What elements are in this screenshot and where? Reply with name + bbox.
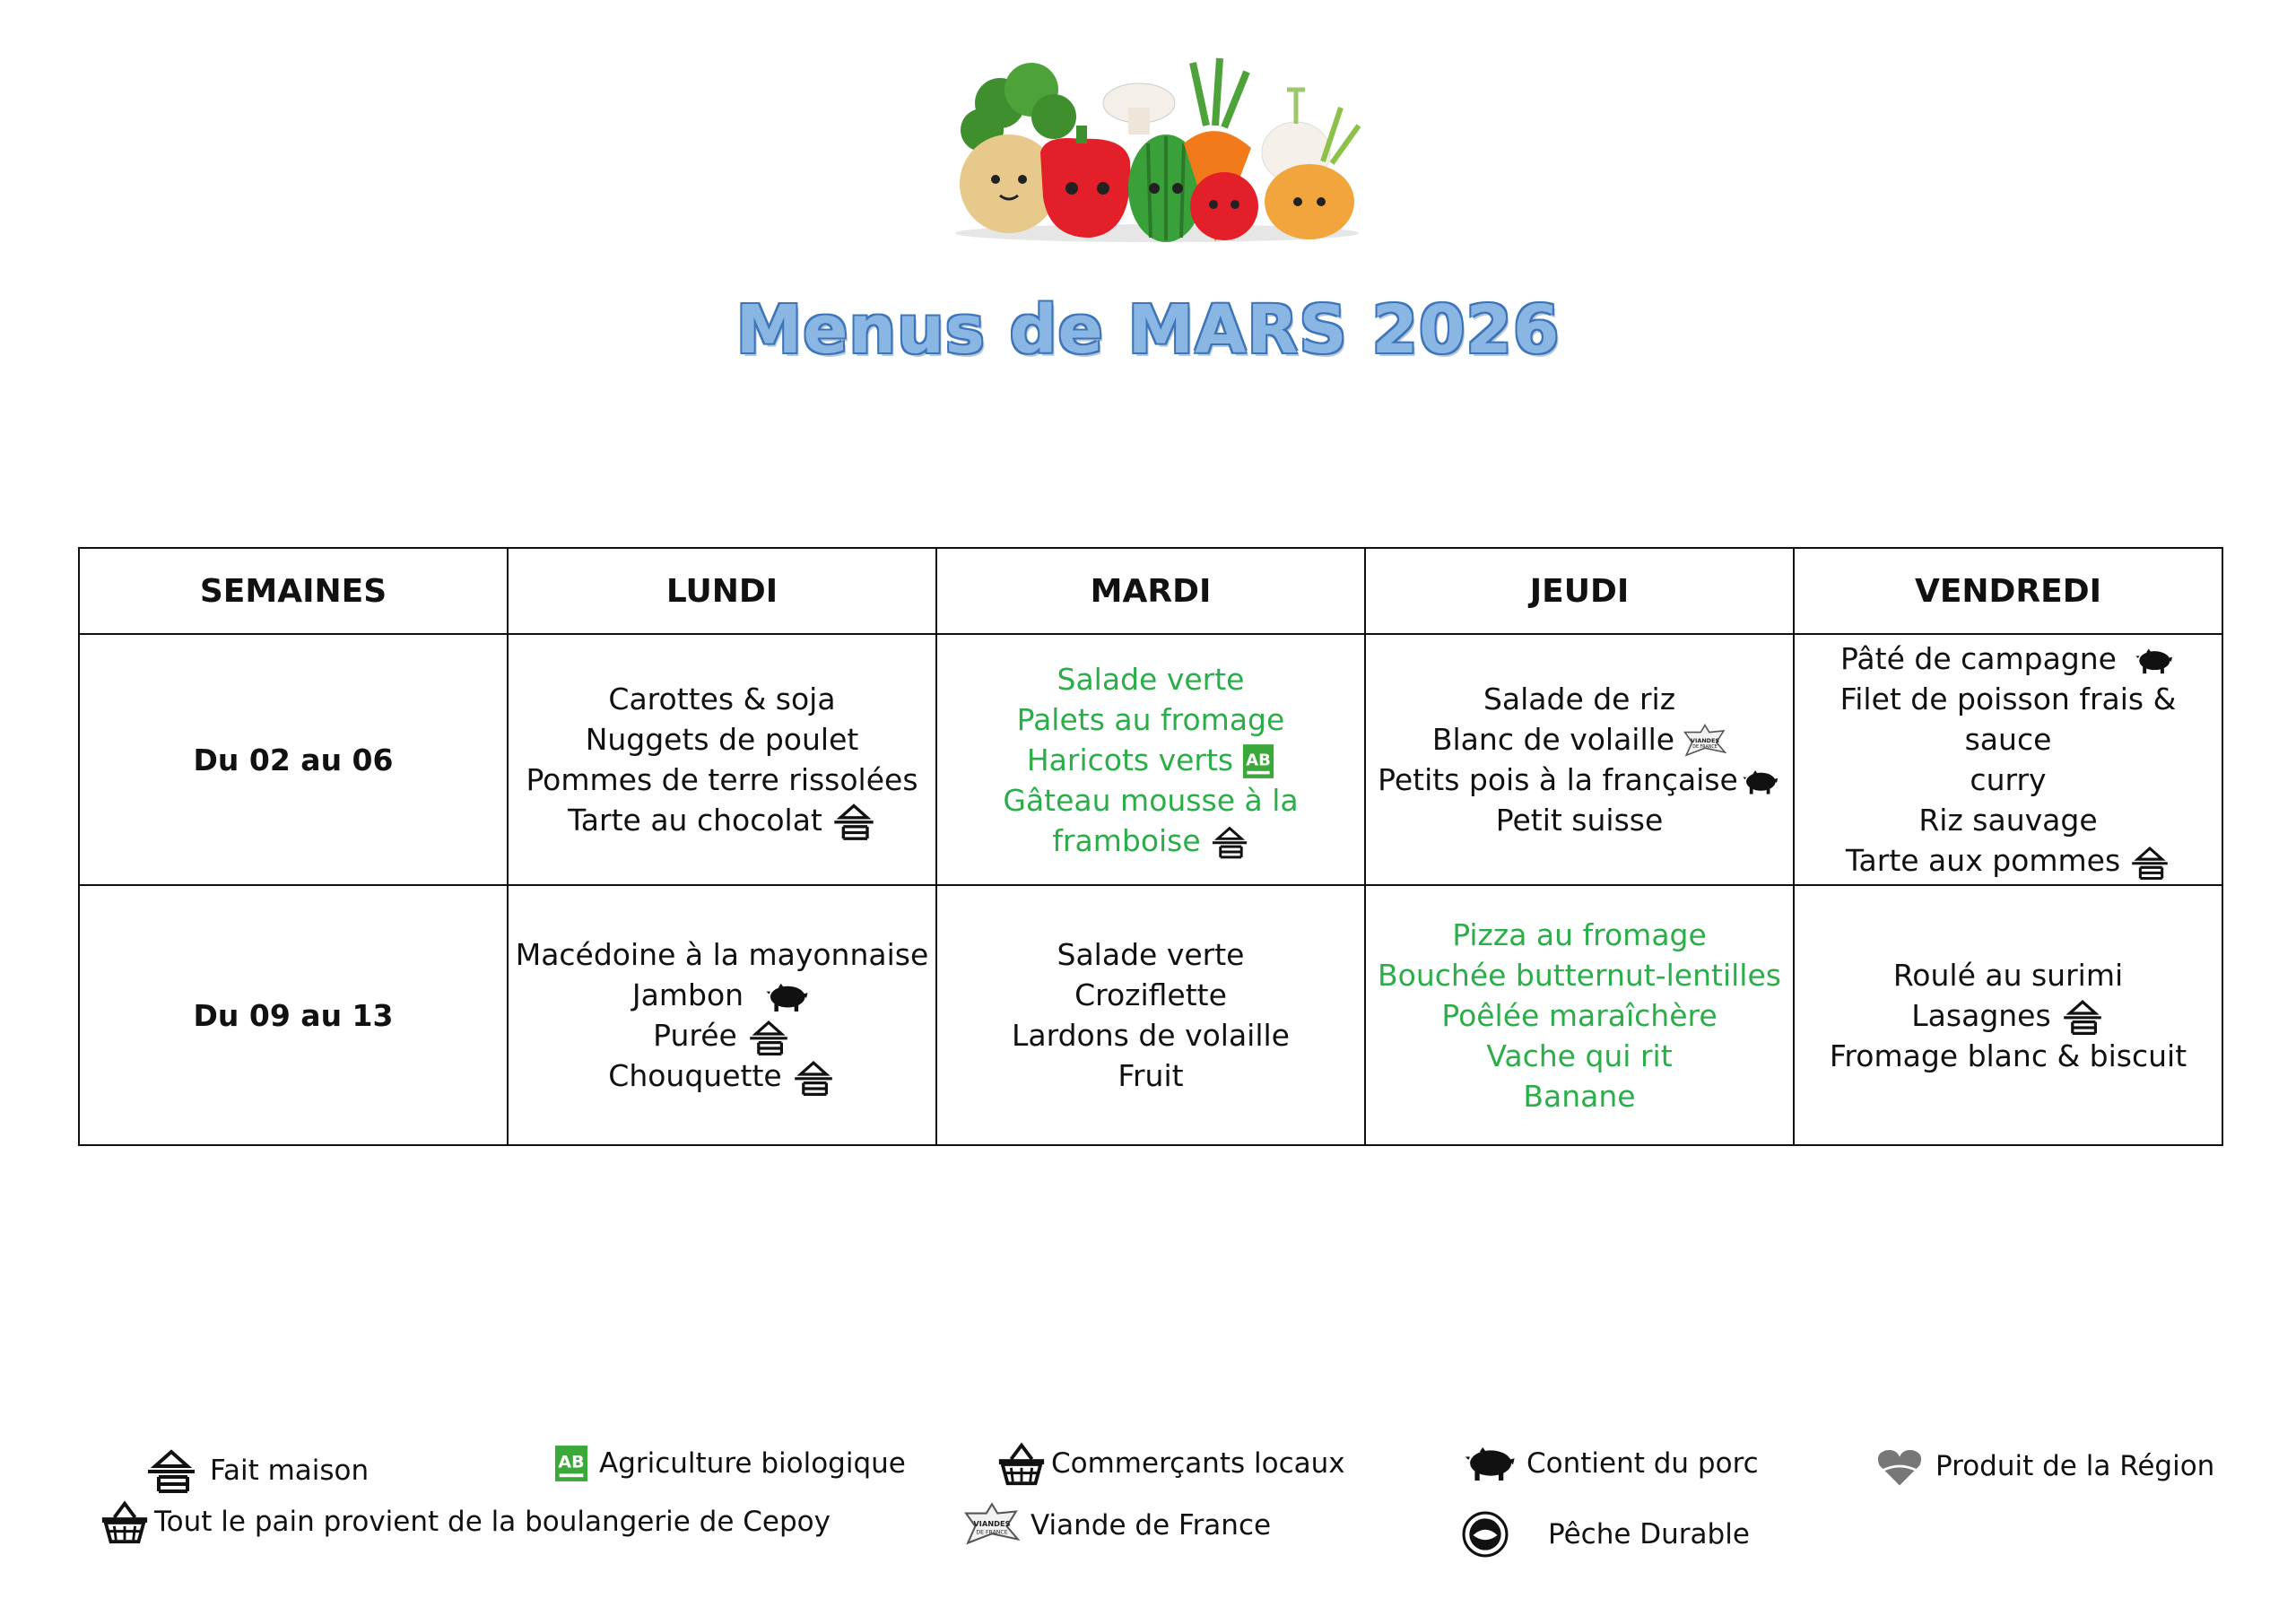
dish: Riz sauvage	[1918, 803, 2098, 838]
legend-commercants: Commerçants locaux	[996, 1439, 1345, 1488]
dish: Salade verte	[1057, 661, 1245, 697]
bio-icon	[554, 1444, 588, 1483]
fait-maison-icon	[1210, 825, 1249, 859]
cell-jeudi-week2	[1365, 885, 1794, 1145]
dish: Pommes de terre rissolées	[526, 761, 918, 797]
dish: Blanc de volaille	[1431, 722, 1675, 757]
legend-pain: Tout le pain provient de la boulangerie de Cepoy	[99, 1498, 831, 1546]
dish: Fromage blanc & biscuit	[1829, 1038, 2187, 1073]
fait-maison-icon	[746, 1020, 791, 1055]
legend-porc: Contient du porc	[1464, 1444, 1759, 1483]
dish: Haricots verts	[1026, 742, 1234, 777]
header-mardi: MARDI	[936, 548, 1365, 634]
cell-lundi-week2	[508, 885, 936, 1145]
fait-maison-icon	[2060, 999, 2105, 1035]
legend-bio: Agriculture biologique	[554, 1444, 906, 1483]
legend-peche: Pêche Durable	[1462, 1511, 1750, 1558]
dish: Salade verte	[1057, 937, 1245, 972]
table-row	[79, 634, 2222, 885]
dish: Banane	[1523, 1078, 1636, 1114]
dish: Croziflette	[1074, 977, 1227, 1012]
dish: Tarte aux pommes	[1845, 843, 2121, 878]
fait-maison-icon	[144, 1448, 199, 1493]
header-jeudi: JEUDI	[1365, 548, 1794, 634]
legend-fait-maison: Fait maison	[144, 1448, 369, 1493]
fait-maison-icon	[831, 803, 876, 840]
dish: curry	[1970, 762, 2047, 797]
dish: Vache qui rit	[1486, 1038, 1673, 1073]
dish: Palets au fromage	[1016, 701, 1285, 737]
legend-region: Produit de la Région	[1874, 1444, 2214, 1489]
dish: Chouquette	[608, 1058, 782, 1093]
dish: Roulé au surimi	[1892, 957, 2124, 993]
pig-icon	[2135, 647, 2176, 675]
basket-icon	[996, 1439, 1048, 1488]
cell-mardi-week1	[936, 634, 1365, 885]
pig-icon	[765, 981, 812, 1013]
header-semaines: SEMAINES	[79, 548, 508, 634]
pig-icon	[1464, 1444, 1519, 1483]
cell-vendredi-week2	[1794, 885, 2222, 1145]
pig-icon	[1742, 769, 1781, 795]
viande-de-france-icon	[1683, 724, 1726, 760]
dish: framboise	[1052, 822, 1201, 858]
dish: Salade de riz	[1483, 682, 1676, 716]
dish: Lardons de volaille	[1012, 1018, 1290, 1053]
dish: Purée	[653, 1018, 737, 1053]
fait-maison-icon	[791, 1060, 836, 1096]
page-title: Menus de MARS 2026	[735, 291, 1561, 369]
dish: Poêlée maraîchère	[1441, 997, 1718, 1033]
fait-maison-icon	[2129, 846, 2170, 880]
dish: Carottes & soja	[608, 681, 836, 716]
basket-icon	[99, 1498, 151, 1546]
week-label: Du 02 au 06	[79, 634, 508, 885]
header-vendredi: VENDREDI	[1794, 548, 2222, 634]
cell-vendredi-week1	[1794, 634, 2222, 885]
dish: Jambon	[631, 977, 744, 1012]
dish: Macédoine à la mayonnaise	[515, 937, 929, 972]
cell-lundi-week1	[508, 634, 936, 885]
region-icon	[1874, 1444, 1925, 1489]
cell-jeudi-week1	[1365, 634, 1794, 885]
dish: Pâté de campagne	[1840, 641, 2117, 676]
header-lundi: LUNDI	[508, 548, 936, 634]
dish: Tarte au chocolat	[568, 802, 822, 838]
vegetables-logo	[946, 54, 1368, 247]
viande-de-france-icon	[964, 1502, 1020, 1549]
legend-viande: Viande de France	[964, 1502, 1271, 1549]
dish: Petit suisse	[1495, 803, 1664, 838]
dish: Bouchée butternut-lentilles	[1378, 957, 1781, 993]
table-row	[79, 885, 2222, 1145]
peche-durable-icon	[1462, 1511, 1509, 1558]
dish: Fruit	[1118, 1058, 1184, 1093]
dish: Pizza au fromage	[1452, 916, 1707, 952]
dish: Nuggets de poulet	[585, 721, 859, 757]
week-label: Du 09 au 13	[79, 885, 508, 1145]
dish: Petits pois à la française	[1378, 762, 1738, 797]
bio-icon	[1242, 743, 1274, 779]
menu-table	[78, 547, 2223, 1146]
dish: Filet de poisson frais & sauce	[1839, 682, 2177, 757]
dish: Gâteau mousse à la	[1003, 782, 1299, 818]
dish: Lasagnes	[1911, 997, 2051, 1033]
cell-mardi-week2	[936, 885, 1365, 1145]
